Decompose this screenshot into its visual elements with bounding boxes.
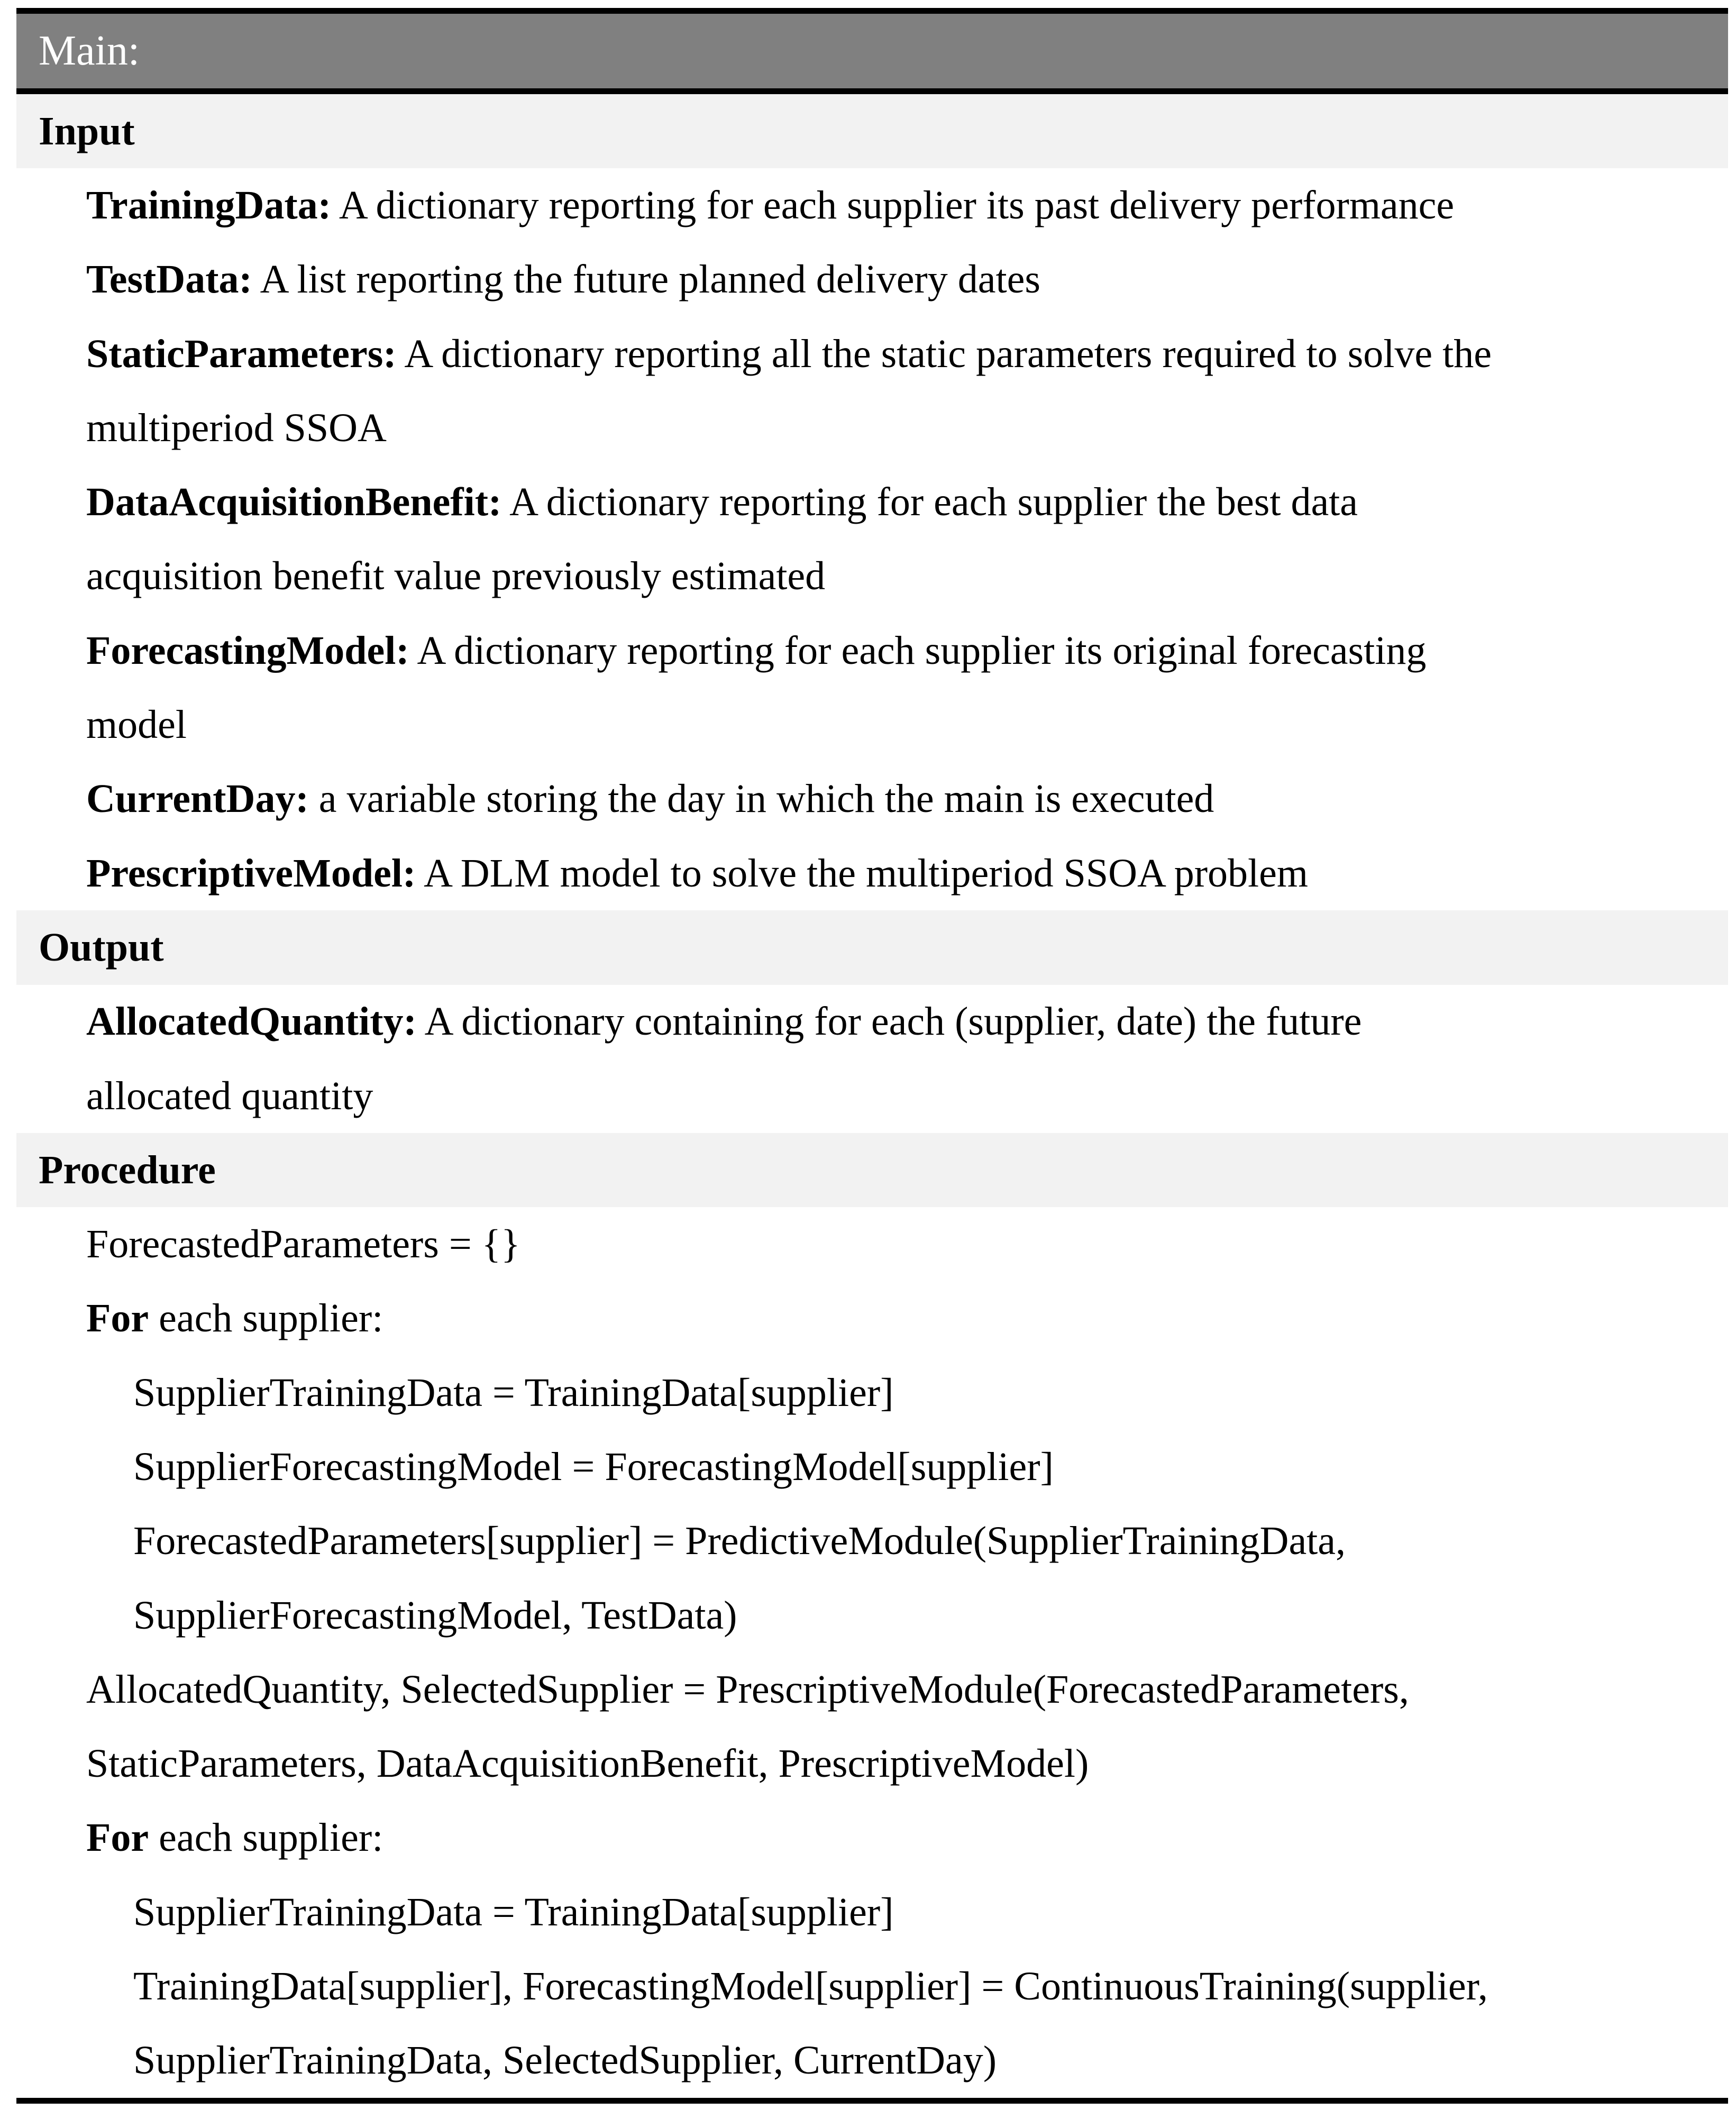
input-item-dataacquisitionbenefit <box>16 465 1728 539</box>
param-desc: A list reporting the future planned delivery dates <box>252 257 1040 302</box>
keyword-for: For <box>86 1815 149 1860</box>
param-name: TrainingData: <box>86 182 332 227</box>
code-line: ForecastedParameters[supplier] = PredictiveModule(SupplierTrainingData, <box>133 1519 1346 1564</box>
code-line-for-loop <box>16 1282 1728 1356</box>
param-name: TestData: <box>86 257 252 302</box>
code-line: SupplierForecastingModel, TestData) <box>133 1593 737 1638</box>
algorithm-title: Main: <box>16 14 1728 88</box>
input-item-forecastingmodel <box>16 614 1728 688</box>
code-line: SupplierTrainingData, SelectedSupplier, CurrentDay) <box>133 2038 997 2083</box>
section-heading-procedure: Procedure <box>16 1133 1728 1207</box>
section-heading-input: Input <box>16 94 1728 168</box>
algorithm-table <box>16 8 1728 2104</box>
param-desc: A dictionary reporting for each supplier the best data <box>501 480 1358 525</box>
input-item-continuation: model <box>86 702 187 747</box>
title-rule <box>16 88 1728 94</box>
code-line: StaticParameters, DataAcquisitionBenefit, PrescriptiveModel) <box>86 1741 1089 1786</box>
param-desc: A dictionary reporting for each supplier its past delivery performance <box>331 182 1455 227</box>
param-desc: a variable storing the day in which the main is executed <box>308 777 1214 821</box>
input-item-staticparameters <box>16 317 1728 391</box>
param-name: AllocatedQuantity: <box>86 999 417 1044</box>
code-text: each supplier: <box>149 1815 383 1860</box>
code-line: ForecastedParameters = {} <box>86 1222 520 1267</box>
input-item-testdata <box>16 243 1728 317</box>
input-item-prescriptivemodel <box>16 836 1728 910</box>
code-line: TrainingData[supplier], ForecastingModel[supplier] = ContinuousTraining(supplier, <box>133 1964 1488 2009</box>
code-line: SupplierForecastingModel = ForecastingModel[supplier] <box>133 1444 1054 1489</box>
param-desc: A DLM model to solve the multiperiod SSOA problem <box>416 851 1308 896</box>
code-text: each supplier: <box>149 1296 383 1341</box>
param-desc: A dictionary containing for each (supplier, date) the future <box>416 999 1362 1044</box>
param-name: ForecastingModel: <box>86 628 409 673</box>
section-heading-output: Output <box>16 910 1728 984</box>
code-line-for-loop <box>16 1801 1728 1875</box>
top-rule <box>16 8 1728 14</box>
param-desc: A dictionary reporting all the static parameters required to solve the <box>396 331 1492 376</box>
code-line: SupplierTrainingData = TrainingData[supplier] <box>133 1889 894 1934</box>
param-desc: A dictionary reporting for each supplier its original forecasting <box>409 628 1427 673</box>
input-item-continuation: acquisition benefit value previously estimated <box>86 554 826 599</box>
param-name: PrescriptiveModel: <box>86 851 416 896</box>
code-line: SupplierTrainingData = TrainingData[supplier] <box>133 1370 894 1415</box>
param-name: StaticParameters: <box>86 331 397 376</box>
keyword-for: For <box>86 1296 149 1341</box>
param-name: CurrentDay: <box>86 777 309 821</box>
param-name: DataAcquisitionBenefit: <box>86 480 502 525</box>
code-line: AllocatedQuantity, SelectedSupplier = PrescriptiveModule(ForecastedParameters, <box>86 1667 1409 1712</box>
input-item-trainingdata <box>16 168 1728 242</box>
bottom-rule <box>16 2098 1728 2104</box>
input-item-continuation: multiperiod SSOA <box>86 405 387 450</box>
input-item-currentday <box>16 762 1728 836</box>
output-item-continuation: allocated quantity <box>86 1073 373 1118</box>
output-item-allocatedquantity <box>16 985 1728 1059</box>
